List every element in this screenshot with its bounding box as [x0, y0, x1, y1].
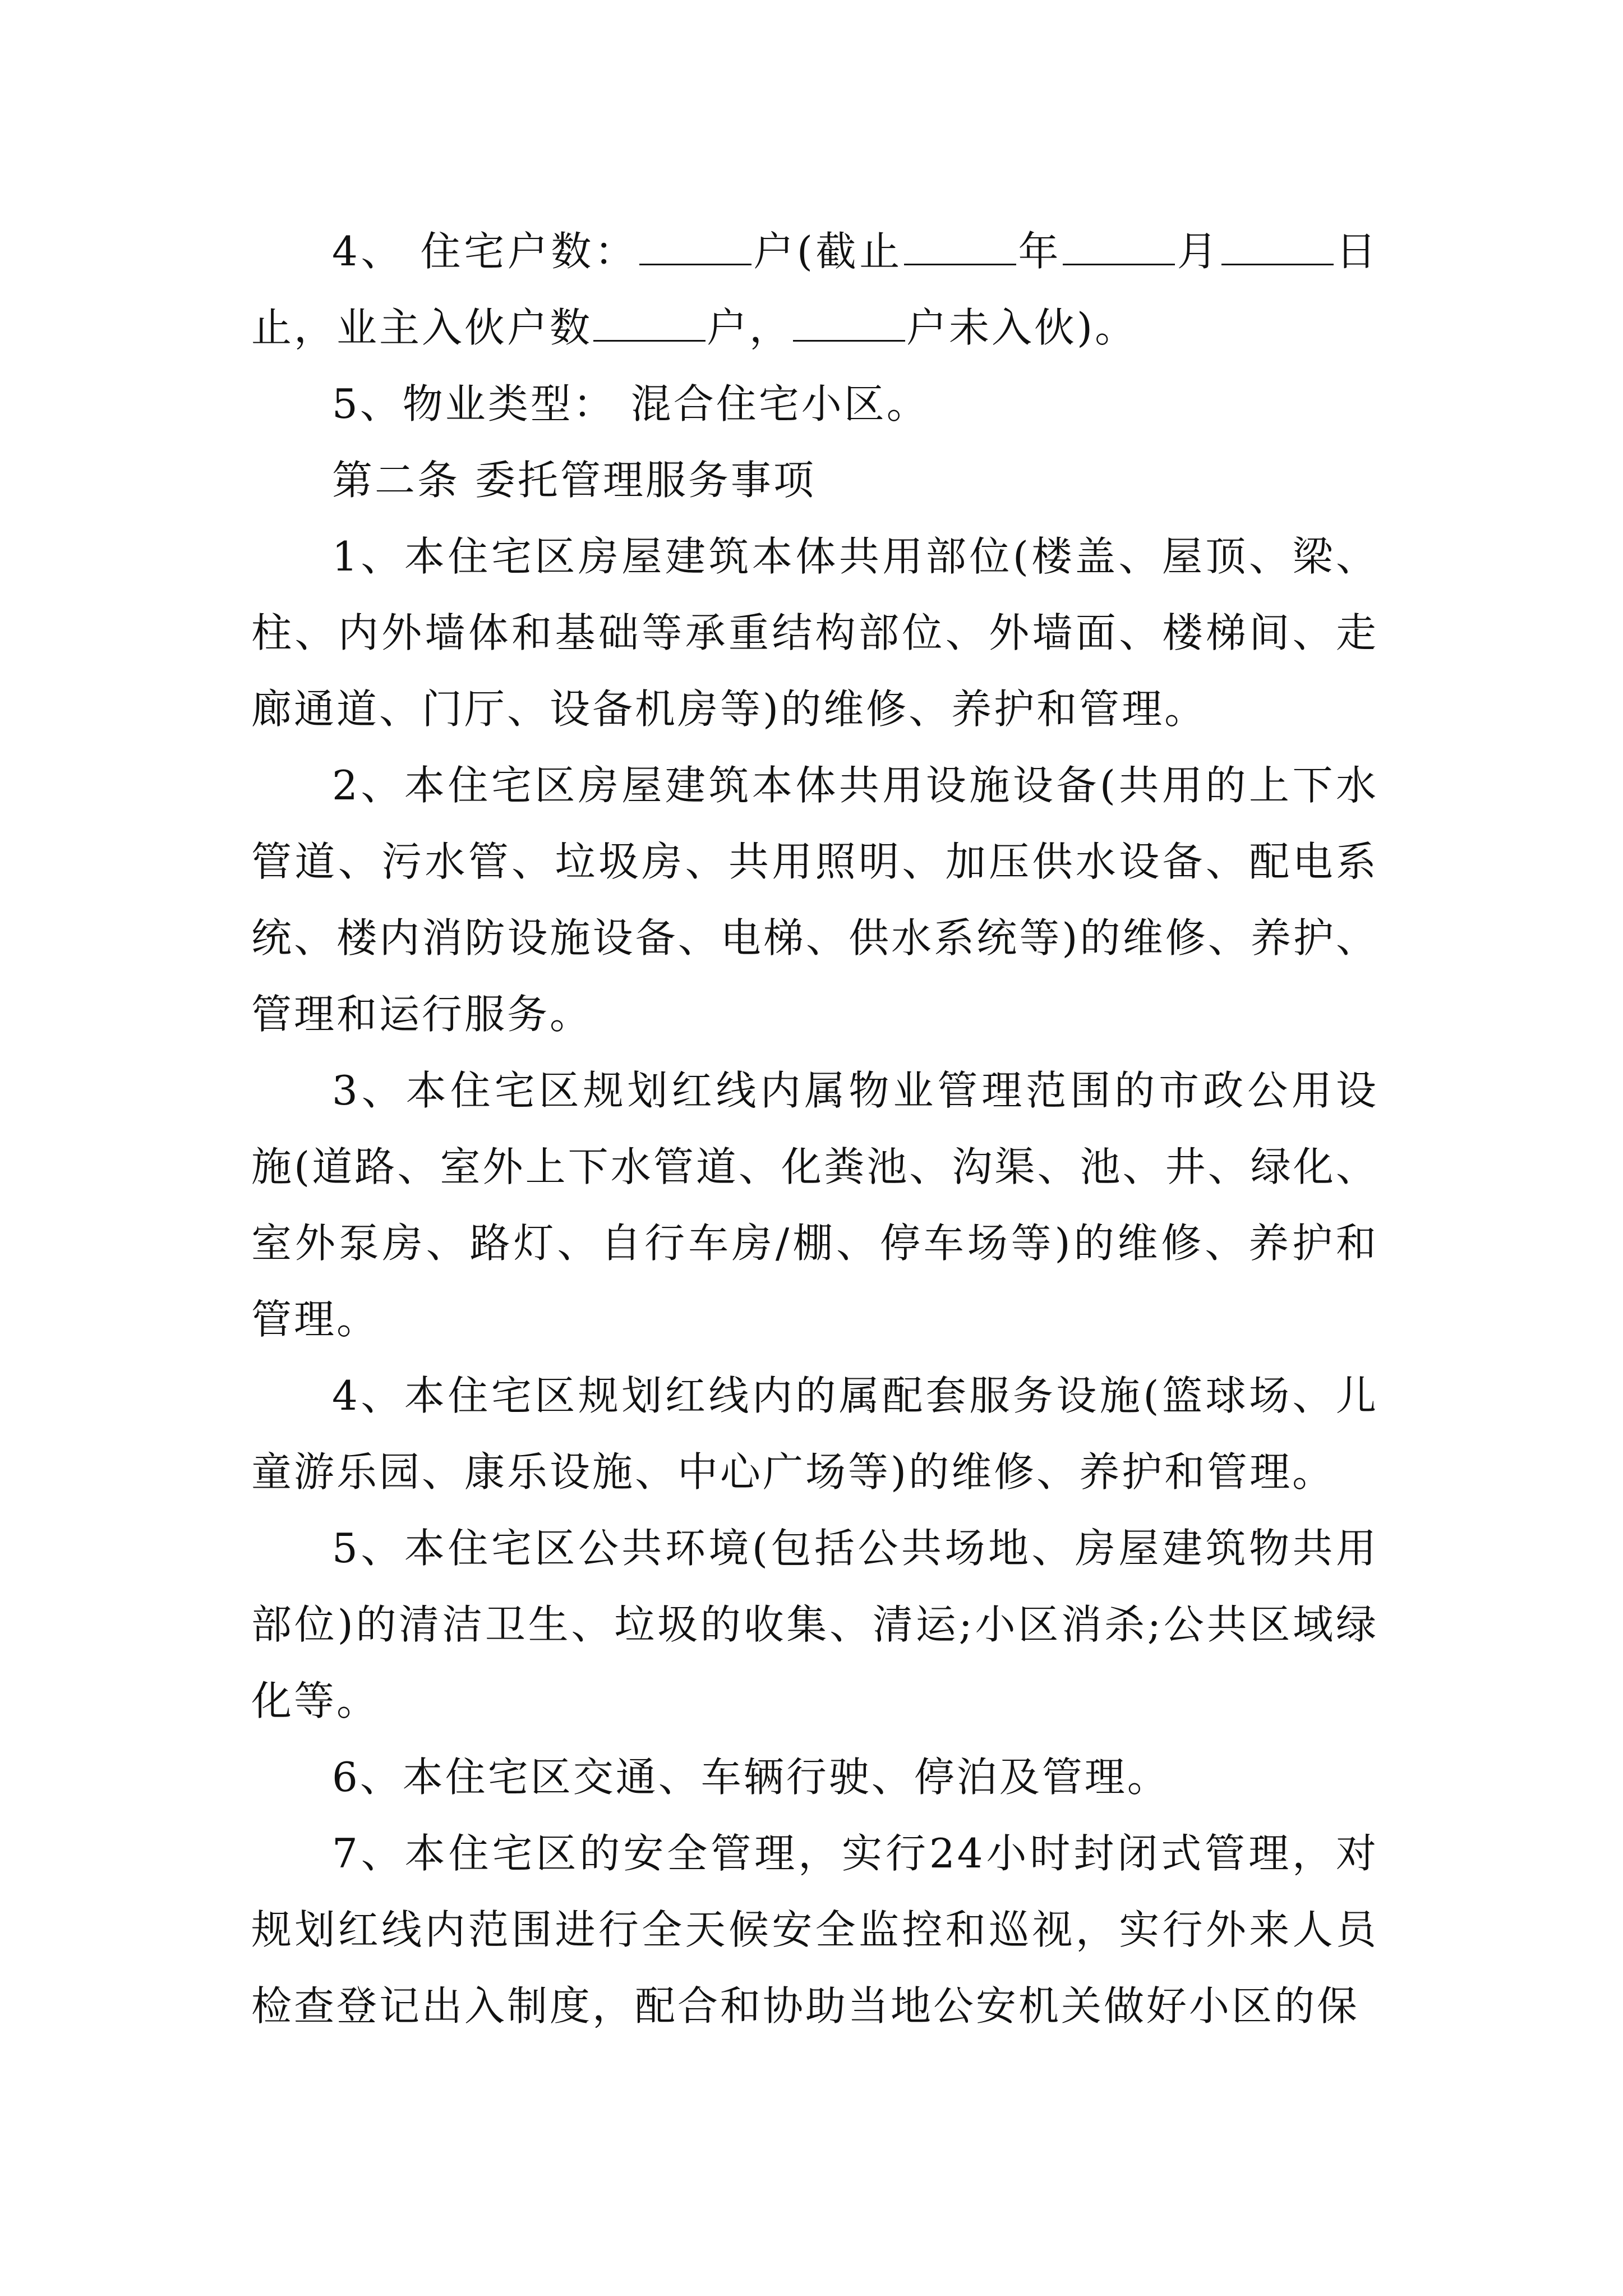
document-body — [251, 213, 1378, 2044]
paragraph-household-count — [251, 213, 1378, 366]
month-label: 月 — [1176, 228, 1221, 275]
paragraph-item-6: 6、本住宅区交通、车辆行驶、停泊及管理。 — [332, 1754, 1170, 1801]
household-unit-as-of: 户(截止 — [752, 228, 903, 275]
blank-unoccupied-count — [793, 306, 905, 342]
blank-month — [1063, 230, 1175, 265]
blank-year — [904, 230, 1016, 265]
year-label: 年 — [1017, 228, 1062, 275]
paragraph-item-1: 1、本住宅区房屋建筑本体共用部位(楼盖、屋顶、梁、柱、内外墙体和基础等承重结构部位、外墙面、楼梯间、走廊通道、门厅、设备机房等)的维修、养护和管理。 — [251, 533, 1378, 733]
paragraph-item-4: 4、本住宅区规划红线内的属配套服务设施(篮球场、儿童游乐园、康乐设施、中心广场等)的维修、养护和管理。 — [251, 1372, 1378, 1496]
paragraph-item-7: 7、本住宅区的安全管理，实行24小时封闭式管理，对规划红线内范围进行全天候安全监控和巡视，实行外来人员检查登记出入制度，配合和协助当地公安机关做好小区的保 — [251, 1830, 1378, 2030]
paragraph-item-3: 3、本住宅区规划红线内属物业管理范围的市政公用设施(道路、室外上下水管道、化粪池、沟渠、池、井、绿化、室外泵房、路灯、自行车房/棚、停车场等)的维修、养护和管理。 — [251, 1067, 1378, 1343]
blank-household-count — [639, 230, 751, 265]
blank-occupied-count — [593, 306, 706, 342]
day-and-occupied-label: 日止，业主入伙户数 — [251, 228, 1378, 351]
blank-day — [1221, 230, 1334, 265]
article-2-heading: 第二条 委托管理服务事项 — [332, 457, 816, 504]
household-count-label: 4、 住宅户数： — [332, 228, 638, 275]
paragraph-item-2: 2、本住宅区房屋建筑本体共用设施设备(共用的上下水管道、污水管、垃圾房、共用照明、加压供水设备、配电系统、楼内消防设施设备、电梯、供水系统等)的维修、养护、管理和运行服务。 — [251, 762, 1378, 1038]
unoccupied-label: 户未入伙)。 — [906, 304, 1138, 351]
occupied-unit-label: 户， — [707, 304, 792, 351]
paragraph-property-type: 5、物业类型： 混合住宅小区。 — [332, 380, 929, 427]
paragraph-item-5: 5、本住宅区公共环境(包括公共场地、房屋建筑物共用部位)的清洁卫生、垃圾的收集、清运;小区消杀;公共区域绿化等。 — [251, 1525, 1378, 1724]
